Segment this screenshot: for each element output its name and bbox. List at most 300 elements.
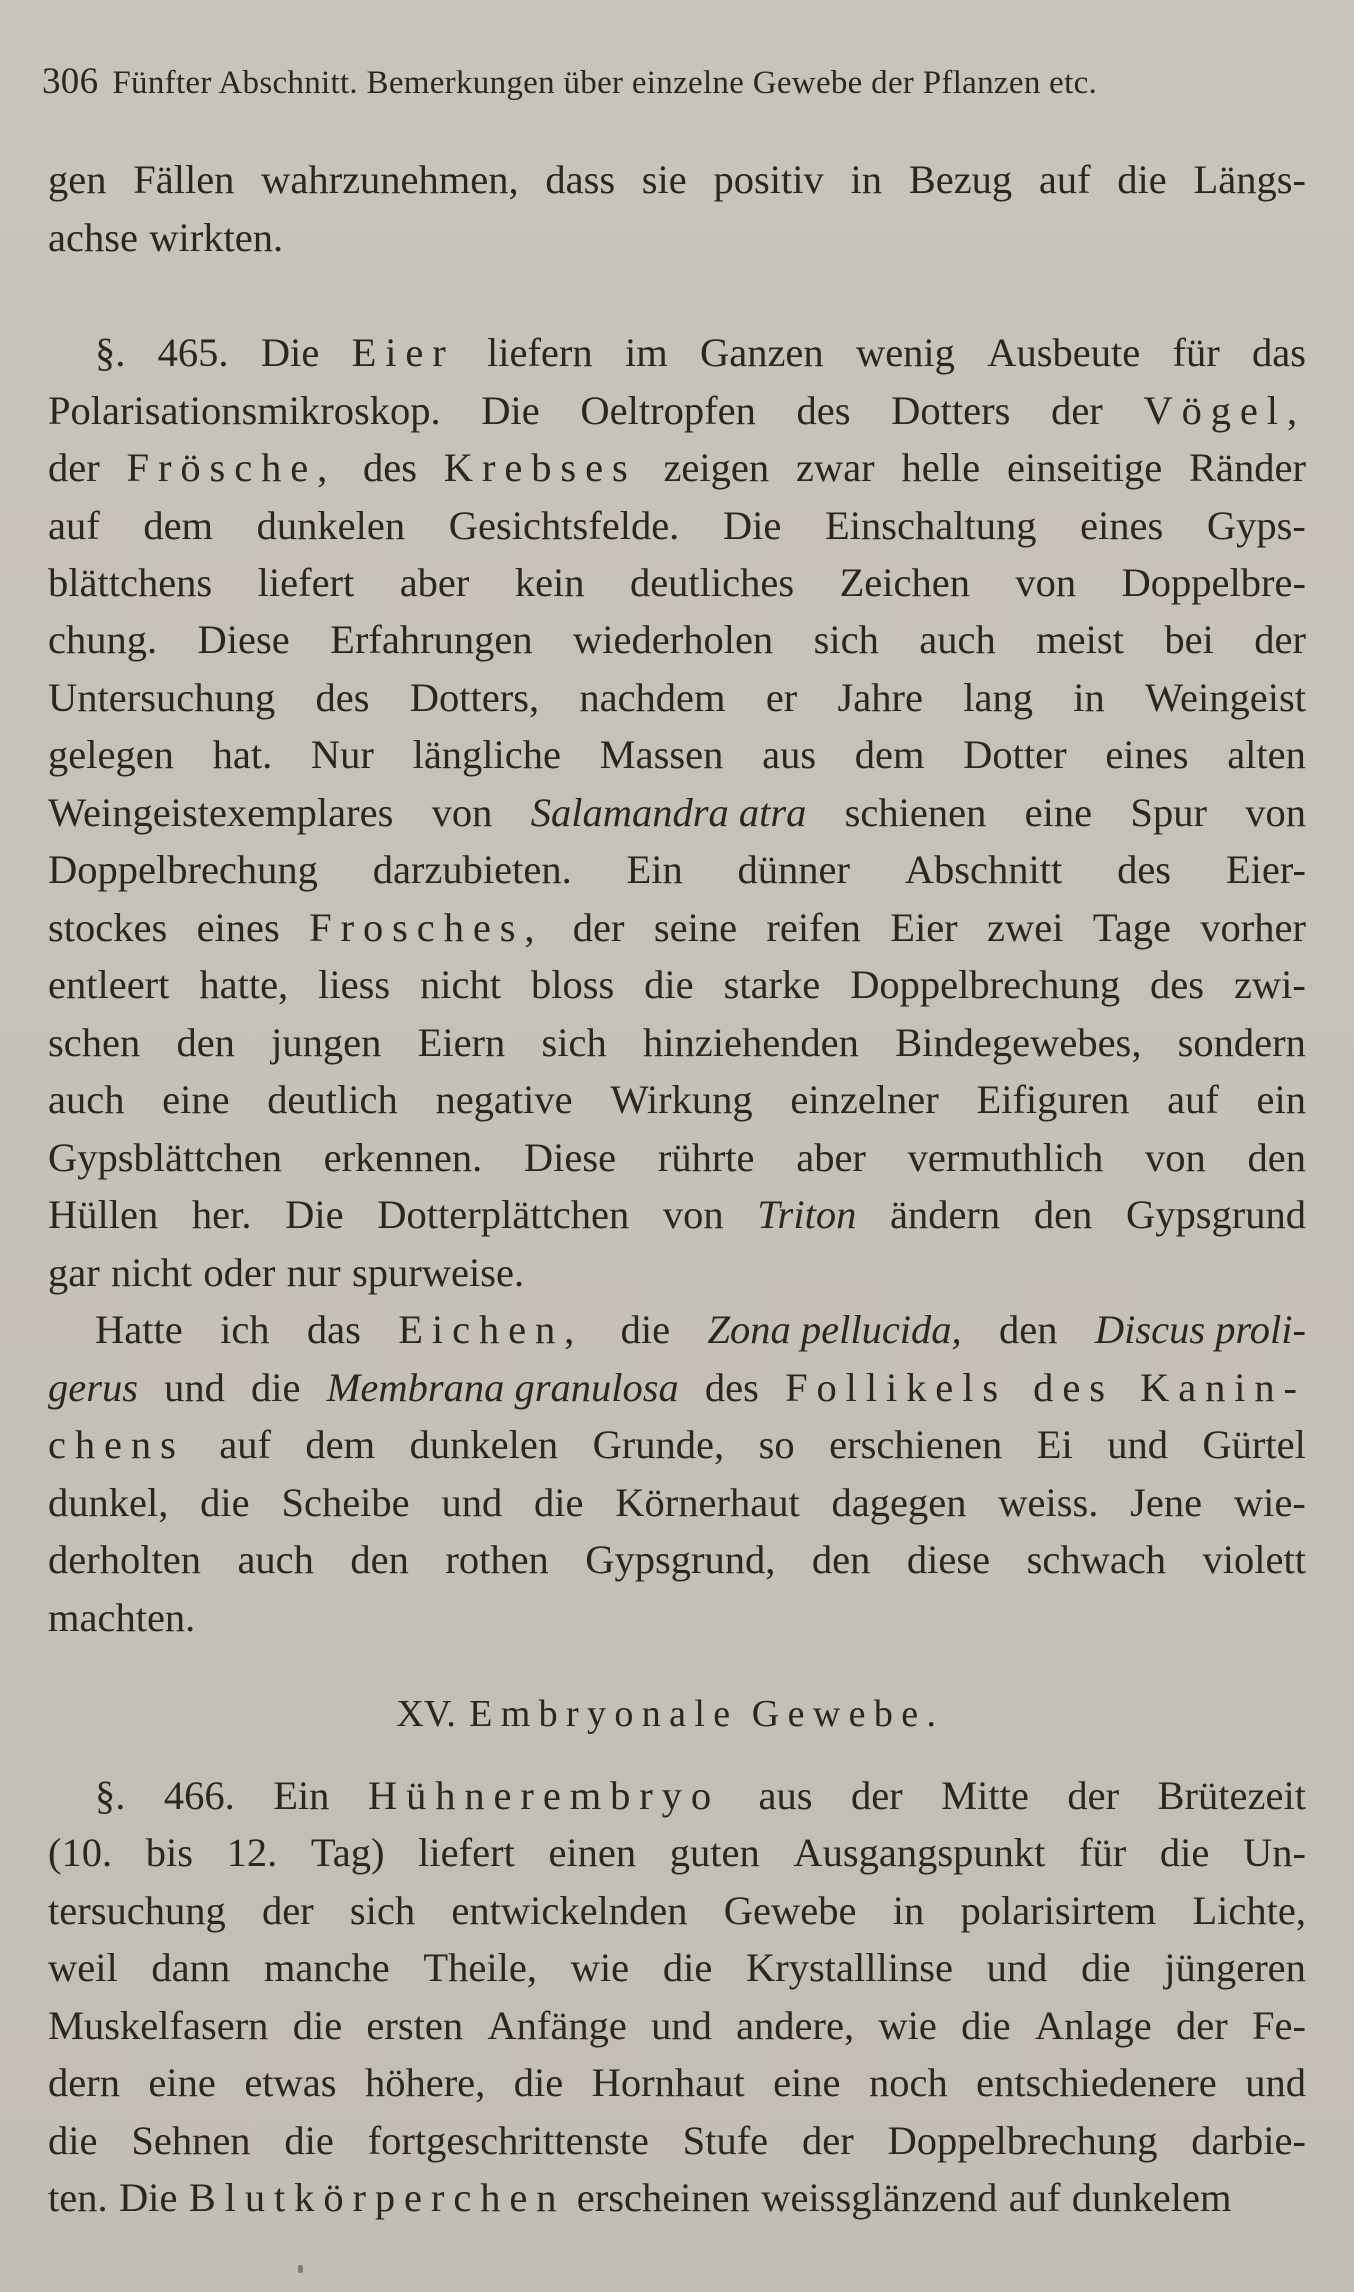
word: hinziehenden xyxy=(643,1020,859,1065)
word: 12. xyxy=(226,1830,278,1875)
word: jungen xyxy=(271,1020,382,1065)
word: machten. xyxy=(48,1595,196,1640)
word: hat. xyxy=(212,732,273,777)
word: (10. xyxy=(48,1830,113,1875)
word: des xyxy=(1033,1365,1114,1410)
word: eines xyxy=(1080,503,1164,548)
text-line xyxy=(48,1595,1306,1640)
word: Oeltropfen xyxy=(580,388,756,433)
word: Ei xyxy=(1036,1422,1073,1467)
word: 465. xyxy=(157,330,229,375)
word: die xyxy=(1117,157,1167,202)
word: dünner xyxy=(737,847,851,892)
word: Die xyxy=(118,2175,178,2220)
word: vermuthlich xyxy=(907,1135,1104,1180)
word: den xyxy=(999,1307,1058,1352)
word: Tag) xyxy=(310,1830,385,1875)
word: von xyxy=(1015,560,1077,605)
word: zeigen xyxy=(663,445,770,490)
word: aus xyxy=(758,1773,813,1818)
word: und xyxy=(164,1365,225,1410)
word: wie xyxy=(570,1945,630,1990)
word: §. xyxy=(95,330,126,375)
word: Weingeistexemplares xyxy=(48,790,394,835)
word: die xyxy=(1159,1830,1210,1875)
word: fortgeschrittenste xyxy=(367,2118,649,2163)
word: von xyxy=(431,790,493,835)
word: chens xyxy=(48,1422,185,1467)
word: Jahre xyxy=(837,675,923,720)
text-line xyxy=(48,1020,1306,1065)
text-line xyxy=(48,675,1306,720)
word: entleert xyxy=(48,962,170,1007)
word: Theile, xyxy=(423,1945,537,1990)
word: der xyxy=(1254,617,1306,662)
word: er xyxy=(765,675,798,720)
word: Nur xyxy=(310,732,374,777)
word: gerus xyxy=(48,1365,138,1410)
word: wie xyxy=(878,2003,937,2048)
word: auf xyxy=(48,503,100,548)
word: Ausgangspunkt xyxy=(793,1830,1046,1875)
text-line xyxy=(48,847,1306,892)
word: Triton xyxy=(757,1192,857,1237)
word: Fällen xyxy=(133,157,235,202)
text-line xyxy=(48,1480,1306,1525)
word: Embryonale xyxy=(469,1693,739,1735)
word: zwar xyxy=(795,445,875,490)
word: die xyxy=(200,1480,250,1525)
word: Gürtel xyxy=(1202,1422,1306,1467)
text-line xyxy=(48,1537,1306,1582)
word: Hüllen xyxy=(48,1192,159,1237)
word: eine xyxy=(162,1077,230,1122)
word: alten xyxy=(1227,732,1306,777)
text-line xyxy=(48,560,1306,605)
word: aus xyxy=(762,732,817,777)
word: Doppelbre- xyxy=(1121,560,1306,605)
word: die xyxy=(251,1365,301,1410)
word: derholten xyxy=(48,1537,201,1582)
word: gen xyxy=(48,157,107,202)
word: in xyxy=(892,1888,925,1933)
word: Krebses xyxy=(443,445,637,490)
word: zwei xyxy=(987,905,1064,950)
word: Gypsgrund xyxy=(1125,1192,1306,1237)
text-line xyxy=(48,1192,1306,1237)
word: Tage xyxy=(1092,905,1171,950)
section-heading xyxy=(0,1695,1354,1733)
word: weissglänzend xyxy=(761,2175,998,2220)
word: Anfänge xyxy=(487,2003,627,2048)
word: entschiedenere xyxy=(976,2060,1217,2105)
word: den xyxy=(1033,1192,1093,1237)
word: Lichte, xyxy=(1192,1888,1306,1933)
word: darzubieten. xyxy=(372,847,572,892)
word: Bezug xyxy=(908,157,1013,202)
word: tersuchung xyxy=(48,1888,226,1933)
word: und xyxy=(651,2003,712,2048)
word: Einschaltung xyxy=(825,503,1037,548)
word: violett xyxy=(1202,1537,1306,1582)
word: bei xyxy=(1164,617,1214,662)
word: schen xyxy=(48,1020,141,1065)
word: Gypsblättchen xyxy=(48,1135,282,1180)
word: erkennen. xyxy=(323,1135,483,1180)
word: Ausbeute xyxy=(987,330,1141,375)
word: bis xyxy=(145,1830,194,1875)
word: dern xyxy=(48,2060,120,2105)
word: Membrana granulosa xyxy=(326,1365,679,1410)
word: der xyxy=(261,1888,314,1933)
word: Dotterplättchen xyxy=(377,1192,630,1237)
word: und xyxy=(1245,2060,1306,2105)
word: deutlich xyxy=(267,1077,398,1122)
word: die xyxy=(284,2118,334,2163)
word: die xyxy=(961,2003,1011,2048)
word: Abschnitt xyxy=(904,847,1063,892)
word: der xyxy=(802,2118,854,2163)
word: Weingeist xyxy=(1145,675,1306,720)
word: lang xyxy=(963,675,1033,720)
word: des xyxy=(704,1365,759,1410)
word: Bindegewebes, xyxy=(895,1020,1142,1065)
word: auf xyxy=(1008,2175,1061,2220)
word: im xyxy=(624,330,668,375)
text-line xyxy=(48,1250,1306,1295)
word: schwach xyxy=(1026,1537,1167,1582)
word: Längs- xyxy=(1193,157,1306,202)
word: aber xyxy=(399,560,470,605)
text-line xyxy=(48,1945,1306,1990)
word: Brütezeit xyxy=(1157,1773,1306,1818)
word: das xyxy=(306,1307,361,1352)
word: wahrzunehmen, xyxy=(261,157,519,202)
word: die xyxy=(644,962,694,1007)
text-line xyxy=(95,1307,1306,1352)
word: so xyxy=(758,1422,795,1467)
word: auch xyxy=(919,617,996,662)
word: in xyxy=(1073,675,1105,720)
text-line xyxy=(48,1077,1306,1122)
word: die xyxy=(513,2060,564,2105)
text-line xyxy=(48,2060,1306,2105)
word: guten xyxy=(669,1830,760,1875)
word: einzelner xyxy=(790,1077,939,1122)
word: Ein xyxy=(626,847,683,892)
word: Gyps- xyxy=(1206,503,1306,548)
word: diese xyxy=(906,1537,991,1582)
word: die xyxy=(534,1480,584,1525)
word: Massen xyxy=(599,732,724,777)
word: Eiern xyxy=(417,1020,506,1065)
word: Follikels xyxy=(785,1365,1008,1410)
word: in xyxy=(850,157,882,202)
text-line xyxy=(48,962,1306,1007)
word: dunkel, xyxy=(48,1480,169,1525)
word: Die xyxy=(481,388,540,433)
word: Hatte xyxy=(95,1307,183,1352)
text-line xyxy=(48,1830,1306,1875)
text-line xyxy=(48,617,1306,662)
word: andere, xyxy=(736,2003,855,2048)
word: Gewebe xyxy=(723,1888,857,1933)
running-title: Fünfter Abschnitt. Bemerkungen über einzelne Gewebe der Pflanzen etc. xyxy=(112,65,1098,101)
word: des xyxy=(1150,962,1205,1007)
word: bloss xyxy=(530,962,615,1007)
text-line xyxy=(48,215,1306,260)
word: Discus proli- xyxy=(1094,1307,1306,1352)
word: starke xyxy=(723,962,821,1007)
word: sie xyxy=(641,157,687,202)
text-line xyxy=(48,445,1306,490)
word: der xyxy=(1176,2003,1228,2048)
word: Muskelfasern xyxy=(48,2003,269,2048)
word: liess xyxy=(318,962,391,1007)
word: nur xyxy=(286,1250,341,1295)
word: eine xyxy=(1024,790,1093,835)
word: wenig xyxy=(855,330,955,375)
word: Die xyxy=(285,1192,344,1237)
word: die xyxy=(1081,1945,1131,1990)
text-line xyxy=(48,905,1306,950)
word: deutliches xyxy=(629,560,795,605)
word: des xyxy=(796,388,851,433)
word: längliche xyxy=(412,732,561,777)
word: weiss. xyxy=(998,1480,1099,1525)
text-line xyxy=(48,2118,1306,2163)
word: XV. xyxy=(396,1693,456,1735)
word: auf xyxy=(1167,1077,1219,1122)
word: für xyxy=(1172,330,1220,375)
word: rührte xyxy=(657,1135,755,1180)
word: sich xyxy=(541,1020,607,1065)
word: Doppelbrechung xyxy=(887,2118,1158,2163)
word: der xyxy=(1051,388,1103,433)
word: die xyxy=(662,1945,713,1990)
word: der xyxy=(1067,1773,1120,1818)
word: das xyxy=(1251,330,1306,375)
word: sondern xyxy=(1177,1020,1306,1065)
word: wirkten. xyxy=(149,215,284,260)
word: Blutkörperchen xyxy=(188,2175,566,2220)
word: erschienen xyxy=(829,1422,1003,1467)
word: rothen xyxy=(445,1537,549,1582)
word: nicht xyxy=(111,1250,193,1295)
word: ersten xyxy=(366,2003,464,2048)
word: Hühnerembryo xyxy=(367,1773,721,1818)
running-header xyxy=(42,60,1312,103)
word: Untersuchung xyxy=(48,675,276,720)
text-line xyxy=(48,790,1306,835)
word: liefern xyxy=(486,330,593,375)
word: auf xyxy=(219,1422,271,1467)
word: Ränder xyxy=(1189,445,1306,490)
ink-speck xyxy=(298,2265,303,2273)
word: Gypsgrund, xyxy=(585,1537,776,1582)
word: Körnerhaut xyxy=(615,1480,800,1525)
word: her. xyxy=(191,1192,252,1237)
word: dunkelen xyxy=(256,503,406,548)
word: etwas xyxy=(244,2060,337,2105)
text-line xyxy=(48,1135,1306,1180)
word: von xyxy=(1245,790,1306,835)
word: eines xyxy=(196,905,280,950)
word: der xyxy=(572,905,625,950)
word: Grunde, xyxy=(592,1422,725,1467)
word: eine xyxy=(148,2060,216,2105)
word: Hornhaut xyxy=(591,2060,745,2105)
word: Scheibe xyxy=(281,1480,410,1525)
word: blättchens xyxy=(48,560,213,605)
text-line xyxy=(48,1888,1306,1933)
word: Frosches, xyxy=(309,905,544,950)
word: des xyxy=(362,445,417,490)
word: dagegen xyxy=(831,1480,967,1525)
text-line xyxy=(48,1365,1306,1410)
word: gar xyxy=(48,1250,100,1295)
word: manche xyxy=(263,1945,390,1990)
word: dass xyxy=(545,157,616,202)
word: §. xyxy=(95,1773,126,1818)
word: Stufe xyxy=(682,2118,769,2163)
word: dem xyxy=(854,732,925,777)
word: Dotters, xyxy=(409,675,540,720)
word: nachdem xyxy=(579,675,726,720)
word: Krystalllinse xyxy=(745,1945,953,1990)
text-line xyxy=(48,732,1306,777)
word: erscheinen xyxy=(576,2175,750,2220)
word: wie- xyxy=(1233,1480,1306,1525)
word: kein xyxy=(514,560,585,605)
word: Eier xyxy=(351,330,455,375)
word: polarisirtem xyxy=(960,1888,1157,1933)
word: liefert xyxy=(257,560,355,605)
word: Anlage xyxy=(1034,2003,1152,2048)
word: und xyxy=(1107,1422,1168,1467)
word: der xyxy=(48,445,100,490)
word: den xyxy=(176,1020,235,1065)
word: noch xyxy=(868,2060,948,2105)
page-number: 306 xyxy=(42,61,99,102)
word: Mitte xyxy=(941,1773,1029,1818)
word: Die xyxy=(722,503,782,548)
word: Dotter xyxy=(963,732,1067,777)
word: Kanin- xyxy=(1140,1365,1306,1410)
word: höhere, xyxy=(364,2060,486,2105)
word: den xyxy=(1247,1135,1306,1180)
word: helle xyxy=(901,445,981,490)
word: den xyxy=(350,1537,409,1582)
word: Ganzen xyxy=(699,330,824,375)
word: dem xyxy=(305,1422,376,1467)
word: eines xyxy=(1105,732,1189,777)
word: Die xyxy=(260,330,320,375)
word: Doppelbrechung xyxy=(850,962,1121,1007)
word: jüngeren xyxy=(1164,1945,1306,1990)
word: nicht xyxy=(420,962,502,1007)
word: und xyxy=(986,1945,1048,1990)
word: Eier xyxy=(890,905,958,950)
word: seine xyxy=(653,905,738,950)
word: Diese xyxy=(523,1135,617,1180)
word: sich xyxy=(813,617,879,662)
word: darbie- xyxy=(1191,2118,1306,2163)
word: den xyxy=(811,1537,871,1582)
word: achse xyxy=(48,215,138,260)
word: auch xyxy=(237,1537,314,1582)
word: schienen xyxy=(844,790,987,835)
text-line xyxy=(48,1422,1306,1467)
text-line xyxy=(95,1773,1306,1818)
word: für xyxy=(1079,1830,1127,1875)
word: dunkelen xyxy=(409,1422,559,1467)
word: negative xyxy=(435,1077,573,1122)
word: Eier- xyxy=(1225,847,1306,892)
word: die xyxy=(292,2003,343,2048)
word: ändern xyxy=(889,1192,1001,1237)
word: entwickelnden xyxy=(451,1888,688,1933)
word: spurweise. xyxy=(351,1250,525,1295)
word: Zeichen xyxy=(839,560,970,605)
text-line xyxy=(48,388,1306,433)
text-line xyxy=(48,157,1306,202)
word: Salamandra atra xyxy=(530,790,807,835)
text-line xyxy=(48,2175,1306,2220)
word: stockes xyxy=(48,905,168,950)
word: ein xyxy=(1256,1077,1306,1122)
word: auch xyxy=(48,1077,125,1122)
word: positiv xyxy=(713,157,824,202)
word: von xyxy=(1145,1135,1206,1180)
word: ten. xyxy=(48,2175,108,2220)
word: sich xyxy=(349,1888,416,1933)
word: Spur xyxy=(1130,790,1207,835)
word: einseitige xyxy=(1006,445,1163,490)
word: 466. xyxy=(163,1773,235,1818)
word: Zona pellucida, xyxy=(707,1307,962,1352)
word: des xyxy=(315,675,370,720)
word: Erfahrungen xyxy=(330,617,533,662)
word: Jene xyxy=(1130,1480,1203,1525)
word: auf xyxy=(1038,157,1091,202)
word: reifen xyxy=(766,905,861,950)
word: aber xyxy=(796,1135,866,1180)
word: des xyxy=(1117,847,1172,892)
word: Sehnen xyxy=(131,2118,251,2163)
word: meist xyxy=(1036,617,1124,662)
word: zwi- xyxy=(1233,962,1306,1007)
word: Gewebe. xyxy=(751,1693,945,1735)
word: Eichen, xyxy=(398,1307,584,1352)
word: Gesichtsfelde. xyxy=(448,503,680,548)
word: die xyxy=(620,1307,671,1352)
word: hatte, xyxy=(199,962,289,1007)
word: der xyxy=(850,1773,903,1818)
word: einen xyxy=(548,1830,637,1875)
word: Ein xyxy=(273,1773,330,1818)
word: die xyxy=(48,2118,98,2163)
word: Dotters xyxy=(891,388,1011,433)
word: gelegen xyxy=(48,732,174,777)
word: Wirkung xyxy=(610,1077,753,1122)
word: weil xyxy=(48,1945,118,1990)
word: oder xyxy=(203,1250,276,1295)
word: Eifiguren xyxy=(976,1077,1130,1122)
word: eine xyxy=(773,2060,841,2105)
word: Polarisationsmikroskop. xyxy=(48,388,441,433)
word: ich xyxy=(220,1307,270,1352)
